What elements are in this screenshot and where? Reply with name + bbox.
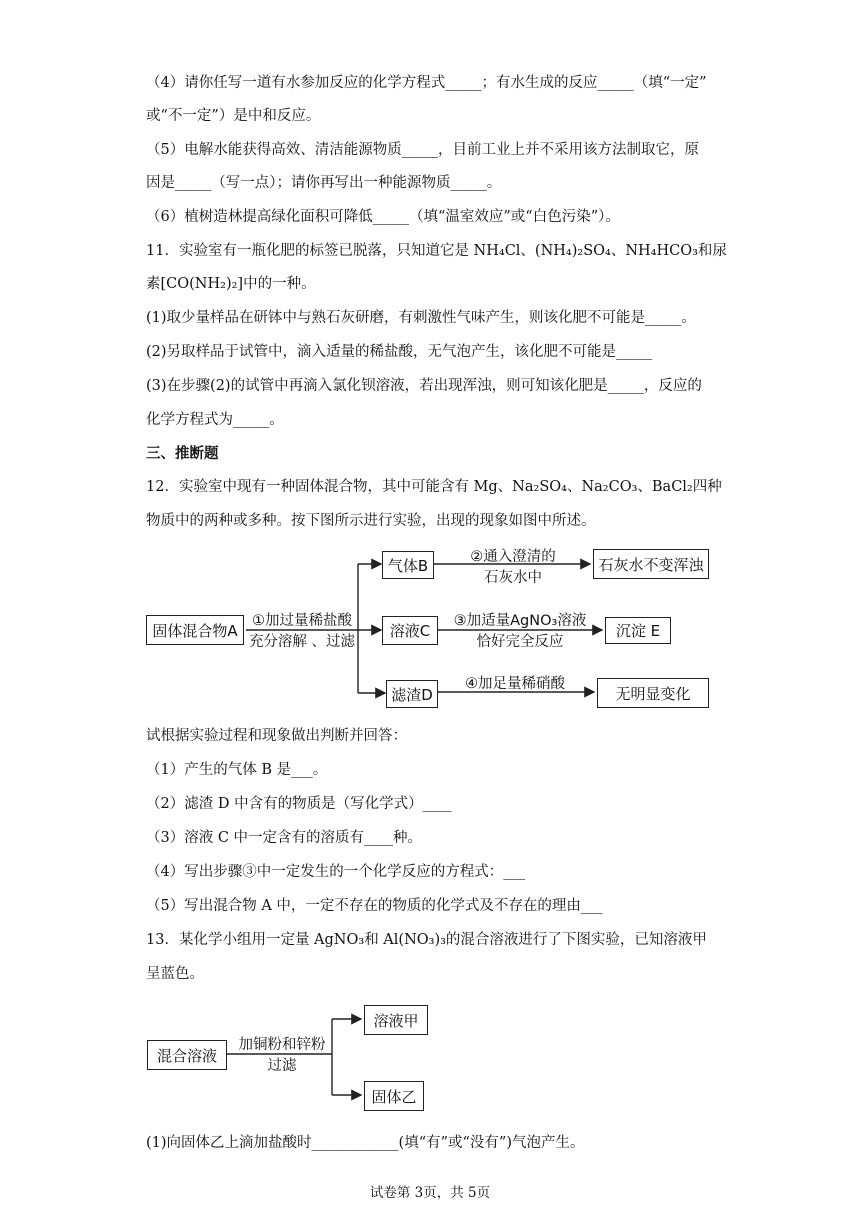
q13-step-label-line1: 加铜粉和锌粉 xyxy=(238,1037,326,1053)
q12-stem-line1: 12．实验室中现有一种固体混合物，其中可能含有 Mg、Na₂SO₄、Na₂CO₃、BaCl₂四种 xyxy=(146,479,722,495)
solution-jia-box: 溶液甲 xyxy=(364,1005,428,1035)
q13-stem-line2: 呈蓝色。 xyxy=(146,966,204,982)
q11-sub1: (1)取少量样品在研钵中与熟石灰研磨，有刺激性气味产生，则该化肥不可能是_____。 xyxy=(146,310,696,326)
page-footer: 试卷第 3页，共 5页 xyxy=(369,1185,491,1201)
q11-sub3-line1: (3)在步骤(2)的试管中再滴入氯化钡溶液，若出现浑浊，则可知该化肥是_____，反应的 xyxy=(146,378,702,394)
q12-answer2: （2）滤渣 D 中含有的物质是（写化学式）____ xyxy=(146,796,452,812)
q11-sub2: (2)另取样品于试管中，滴入适量的稀盐酸，无气泡产生，该化肥不可能是_____ xyxy=(146,344,653,360)
solution-c-box: 溶液C xyxy=(382,616,438,645)
step2-label-line1: ②通入澄清的 xyxy=(470,549,556,565)
solid-yi-box: 固体乙 xyxy=(364,1081,424,1111)
q11-sub3-line2: 化学方程式为_____。 xyxy=(146,412,284,428)
q11-stem-line2: 素[CO(NH₂)₂]中的一种。 xyxy=(146,276,316,292)
residue-d-box: 滤渣D xyxy=(386,680,438,708)
q13-sub1: (1)向固体乙上滴加盐酸时____________(填“有”或“没有”)气泡产生。 xyxy=(146,1135,585,1151)
step4-label: ④加足量稀硝酸 xyxy=(465,676,565,692)
q10-part6: （6）植树造林提高绿化面积可降低_____（填“温室效应”或“白色污染”）。 xyxy=(146,209,620,225)
mixed-solution-box: 混合溶液 xyxy=(147,1040,227,1070)
step3-label-line1: ③加适量AgNO₃溶液 xyxy=(453,613,587,629)
section-heading: 三、推断题 xyxy=(146,446,219,462)
q12-answer1: （1）产生的气体 B 是___。 xyxy=(146,762,328,778)
q12-answer5: （5）写出混合物 A 中，一定不存在的物质的化学式及不存在的理由___ xyxy=(146,898,603,914)
q10-part5-line2: 因是_____（写一点）；请你再写出一种能源物质_____。 xyxy=(146,175,502,191)
q10-part4-line1: （4）请你任写一道有水参加反应的化学方程式_____；有水生成的反应_____（填“一定” xyxy=(146,75,707,91)
result4-box: 无明显变化 xyxy=(597,678,709,708)
solid-mixture-a-box: 固体混合物A xyxy=(146,615,244,645)
q12-answer4: （4）写出步骤③中一定发生的一个化学反应的方程式：___ xyxy=(146,864,525,880)
q13-stem-line1: 13．某化学小组用一定量 AgNO₃和 Al(NO₃)₃的混合溶液进行了下图实验，已知溶液甲 xyxy=(146,932,707,948)
precipitate-e-box: 沉淀 E xyxy=(605,617,671,644)
q10-part4-line2: 或“不一定”）是中和反应。 xyxy=(146,108,321,124)
gas-b-box: 气体B xyxy=(382,551,434,579)
result2-box: 石灰水不变浑浊 xyxy=(593,549,709,579)
q13-step-label-line2: 过滤 xyxy=(267,1058,297,1074)
step3-label-line2: 恰好完全反应 xyxy=(476,634,564,650)
q12-intro: 试根据实验过程和现象做出判断并回答： xyxy=(146,728,407,744)
step1-label-line1: ①加过量稀盐酸 xyxy=(252,613,352,629)
q12-answer3: （3）溶液 C 中一定含有的溶质有____种。 xyxy=(146,830,423,846)
q12-stem-line2: 物质中的两种或多种。按下图所示进行实验，出现的现象如图中所述。 xyxy=(146,513,596,529)
step1-label-line2: 充分溶解 、过滤 xyxy=(248,634,356,650)
q10-part5-line1: （5）电解水能获得高效、清洁能源物质_____，目前工业上并不采用该方法制取它，原 xyxy=(146,142,699,158)
step2-label-line2: 石灰水中 xyxy=(484,570,542,586)
q11-stem-line1: 11．实验室有一瓶化肥的标签已脱落，只知道它是 NH₄Cl、(NH₄)₂SO₄、NH₄HCO₃和尿 xyxy=(146,243,727,259)
